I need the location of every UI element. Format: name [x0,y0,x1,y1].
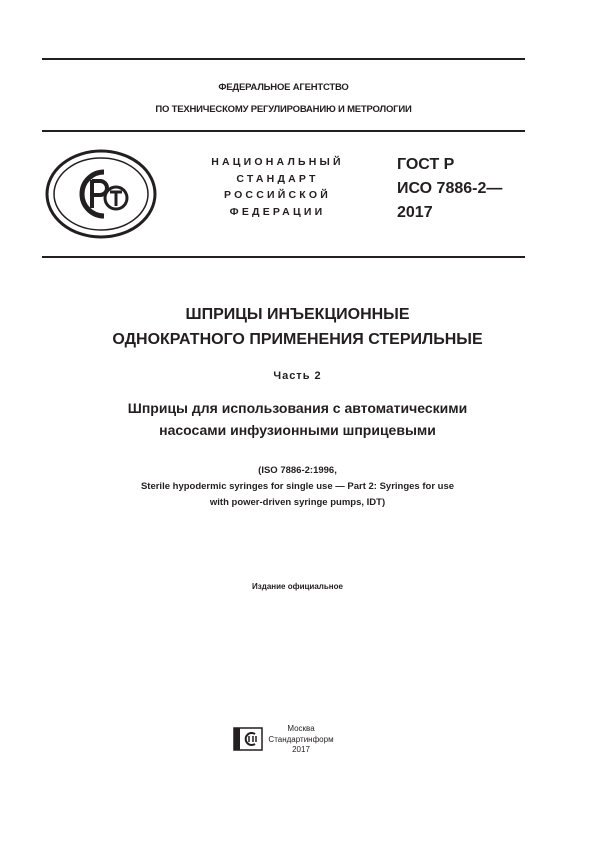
bottom-rule [42,256,525,258]
rst-gost-emblem-icon [44,148,158,240]
publisher-name: Стандартинформ [268,734,334,744]
top-rule [42,58,525,60]
national-standard-block [190,154,365,220]
agency-name-line-2: ПО ТЕХНИЧЕСКОМУ РЕГУЛИРОВАНИЮ И МЕТРОЛОГИИ [155,104,412,115]
iso-reference-line-2: Sterile hypodermic syringes for single use — Part 2: Syringes for use [140,481,455,492]
standartinform-logo-icon [233,727,263,751]
iso-reference-line-3: with power-driven syringe pumps, IDT) [209,497,386,508]
standard-designation [397,153,502,225]
designation-line-3: 2017 [397,204,433,221]
agency-name-line-1: ФЕДЕРАЛЬНОЕ АГЕНТСТВО [218,82,349,93]
publisher-city: Москва [287,724,315,733]
iso-reference-line-1: (ISO 7886-2:1996, [258,465,337,476]
header-rule [42,130,525,132]
document-title-line-2: ОДНОКРАТНОГО ПРИМЕНЕНИЯ СТЕРИЛЬНЫЕ [112,331,483,348]
designation-line-1: ГОСТ Р [397,156,455,173]
document-subtitle-line-2: насосами инфузионными шприцевыми [159,422,436,438]
part-number: Часть 2 [273,370,322,382]
designation-line-2: ИСО 7886-2— [397,180,503,197]
official-edition-label: Издание официальное [252,582,343,591]
national-standard-line: ФЕДЕРАЦИИ [229,205,326,218]
document-subtitle-line-1: Шприцы для использования с автоматическими [127,400,468,416]
national-standard-line: РОССИЙСКОЙ [224,189,331,201]
national-standard-line: НАЦИОНАЛЬНЫЙ [211,156,344,168]
publisher-imprint [266,724,336,756]
document-title-line-1: ШПРИЦЫ ИНЪЕКЦИОННЫЕ [185,306,410,323]
publication-year: 2017 [292,745,310,754]
national-standard-line: СТАНДАРТ [236,172,319,185]
